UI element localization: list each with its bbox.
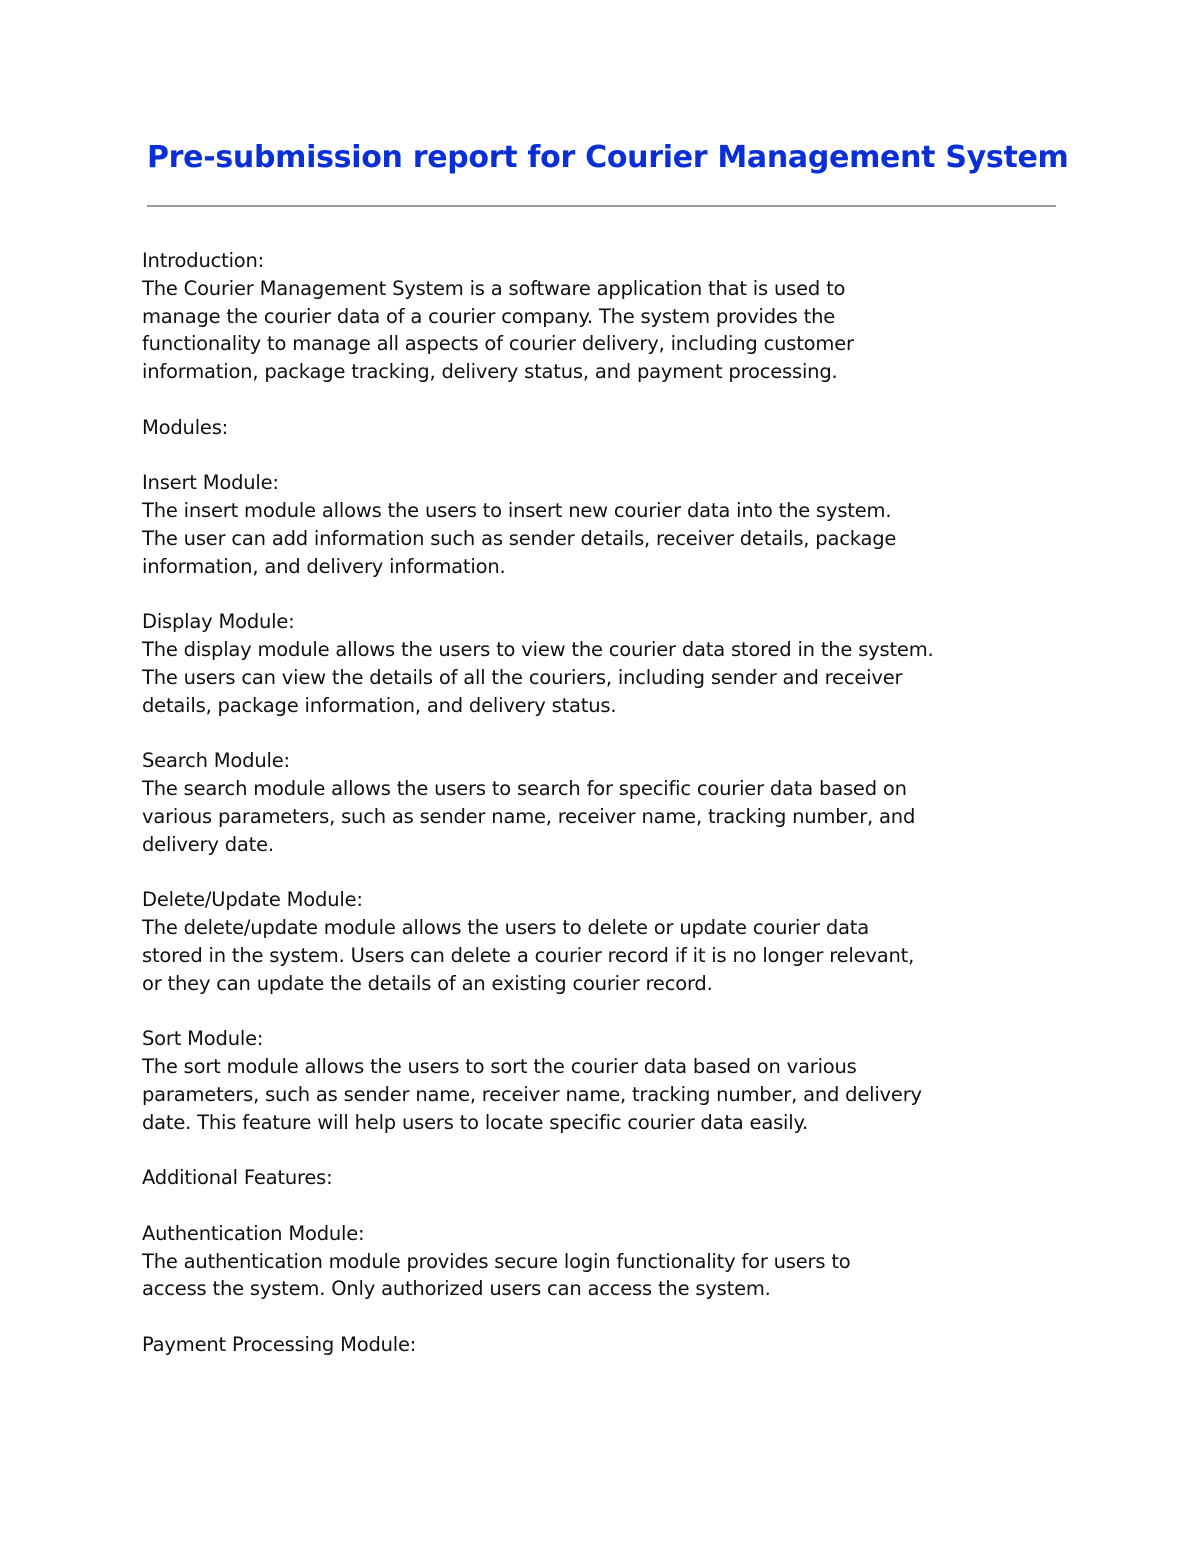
section [142, 1025, 1072, 1136]
paragraph-line: The authentication module provides secure login functionality for users to [142, 1249, 851, 1273]
paragraph-line: manage the courier data of a courier company. The system provides the [142, 304, 836, 328]
title-divider [147, 205, 1056, 207]
section-heading: Display Module: [142, 610, 295, 634]
paragraph-line: details, package information, and delivery status. [142, 693, 617, 717]
paragraph-line: functionality to manage all aspects of courier delivery, including customer [142, 332, 854, 356]
section [142, 1164, 1072, 1192]
section [142, 608, 1072, 719]
section [142, 414, 1072, 442]
paragraph-line: The user can add information such as sender details, receiver details, package [142, 526, 897, 550]
section-heading: Introduction: [142, 249, 265, 272]
page-title: Pre-submission report for Courier Management System [147, 140, 1069, 175]
section-heading: Sort Module: [142, 1027, 264, 1051]
section [142, 886, 1072, 997]
paragraph-line: The display module allows the users to view the courier data stored in the system. [142, 638, 934, 662]
section [142, 747, 1072, 858]
paragraph-line: various parameters, such as sender name, receiver name, tracking number, and [142, 804, 916, 828]
paragraph-line: The sort module allows the users to sort the courier data based on various [142, 1055, 857, 1079]
section [142, 1220, 1072, 1303]
paragraph-line: The users can view the details of all the couriers, including sender and receiver [142, 665, 903, 689]
section-heading: Modules: [142, 415, 229, 439]
paragraph-line: The insert module allows the users to insert new courier data into the system. [142, 499, 892, 523]
paragraph-line: or they can update the details of an existing courier record. [142, 971, 713, 995]
document-body [142, 247, 1072, 1387]
section-heading: Payment Processing Module: [142, 1333, 417, 1357]
paragraph-line: The Courier Management System is a software application that is used to [142, 276, 846, 300]
paragraph-line: delivery date. [142, 832, 274, 856]
section-heading: Authentication Module: [142, 1221, 365, 1245]
section-heading: Search Module: [142, 749, 290, 773]
paragraph-line: The search module allows the users to search for specific courier data based on [142, 777, 907, 801]
paragraph-line: access the system. Only authorized users can access the system. [142, 1277, 771, 1301]
paragraph-line: information, and delivery information. [142, 554, 506, 578]
section [142, 247, 1072, 386]
section-heading: Additional Features: [142, 1166, 333, 1190]
paragraph-line: information, package tracking, delivery status, and payment processing. [142, 360, 838, 384]
paragraph-line: stored in the system. Users can delete a courier record if it is no longer relevant, [142, 943, 915, 967]
paragraph-line: parameters, such as sender name, receiver name, tracking number, and delivery [142, 1082, 922, 1106]
paragraph-line: date. This feature will help users to locate specific courier data easily. [142, 1110, 809, 1134]
section [142, 1331, 1072, 1359]
paragraph-line: The delete/update module allows the users to delete or update courier data [142, 916, 869, 940]
section-heading: Insert Module: [142, 471, 279, 495]
section-heading: Delete/Update Module: [142, 888, 363, 912]
section [142, 469, 1072, 580]
